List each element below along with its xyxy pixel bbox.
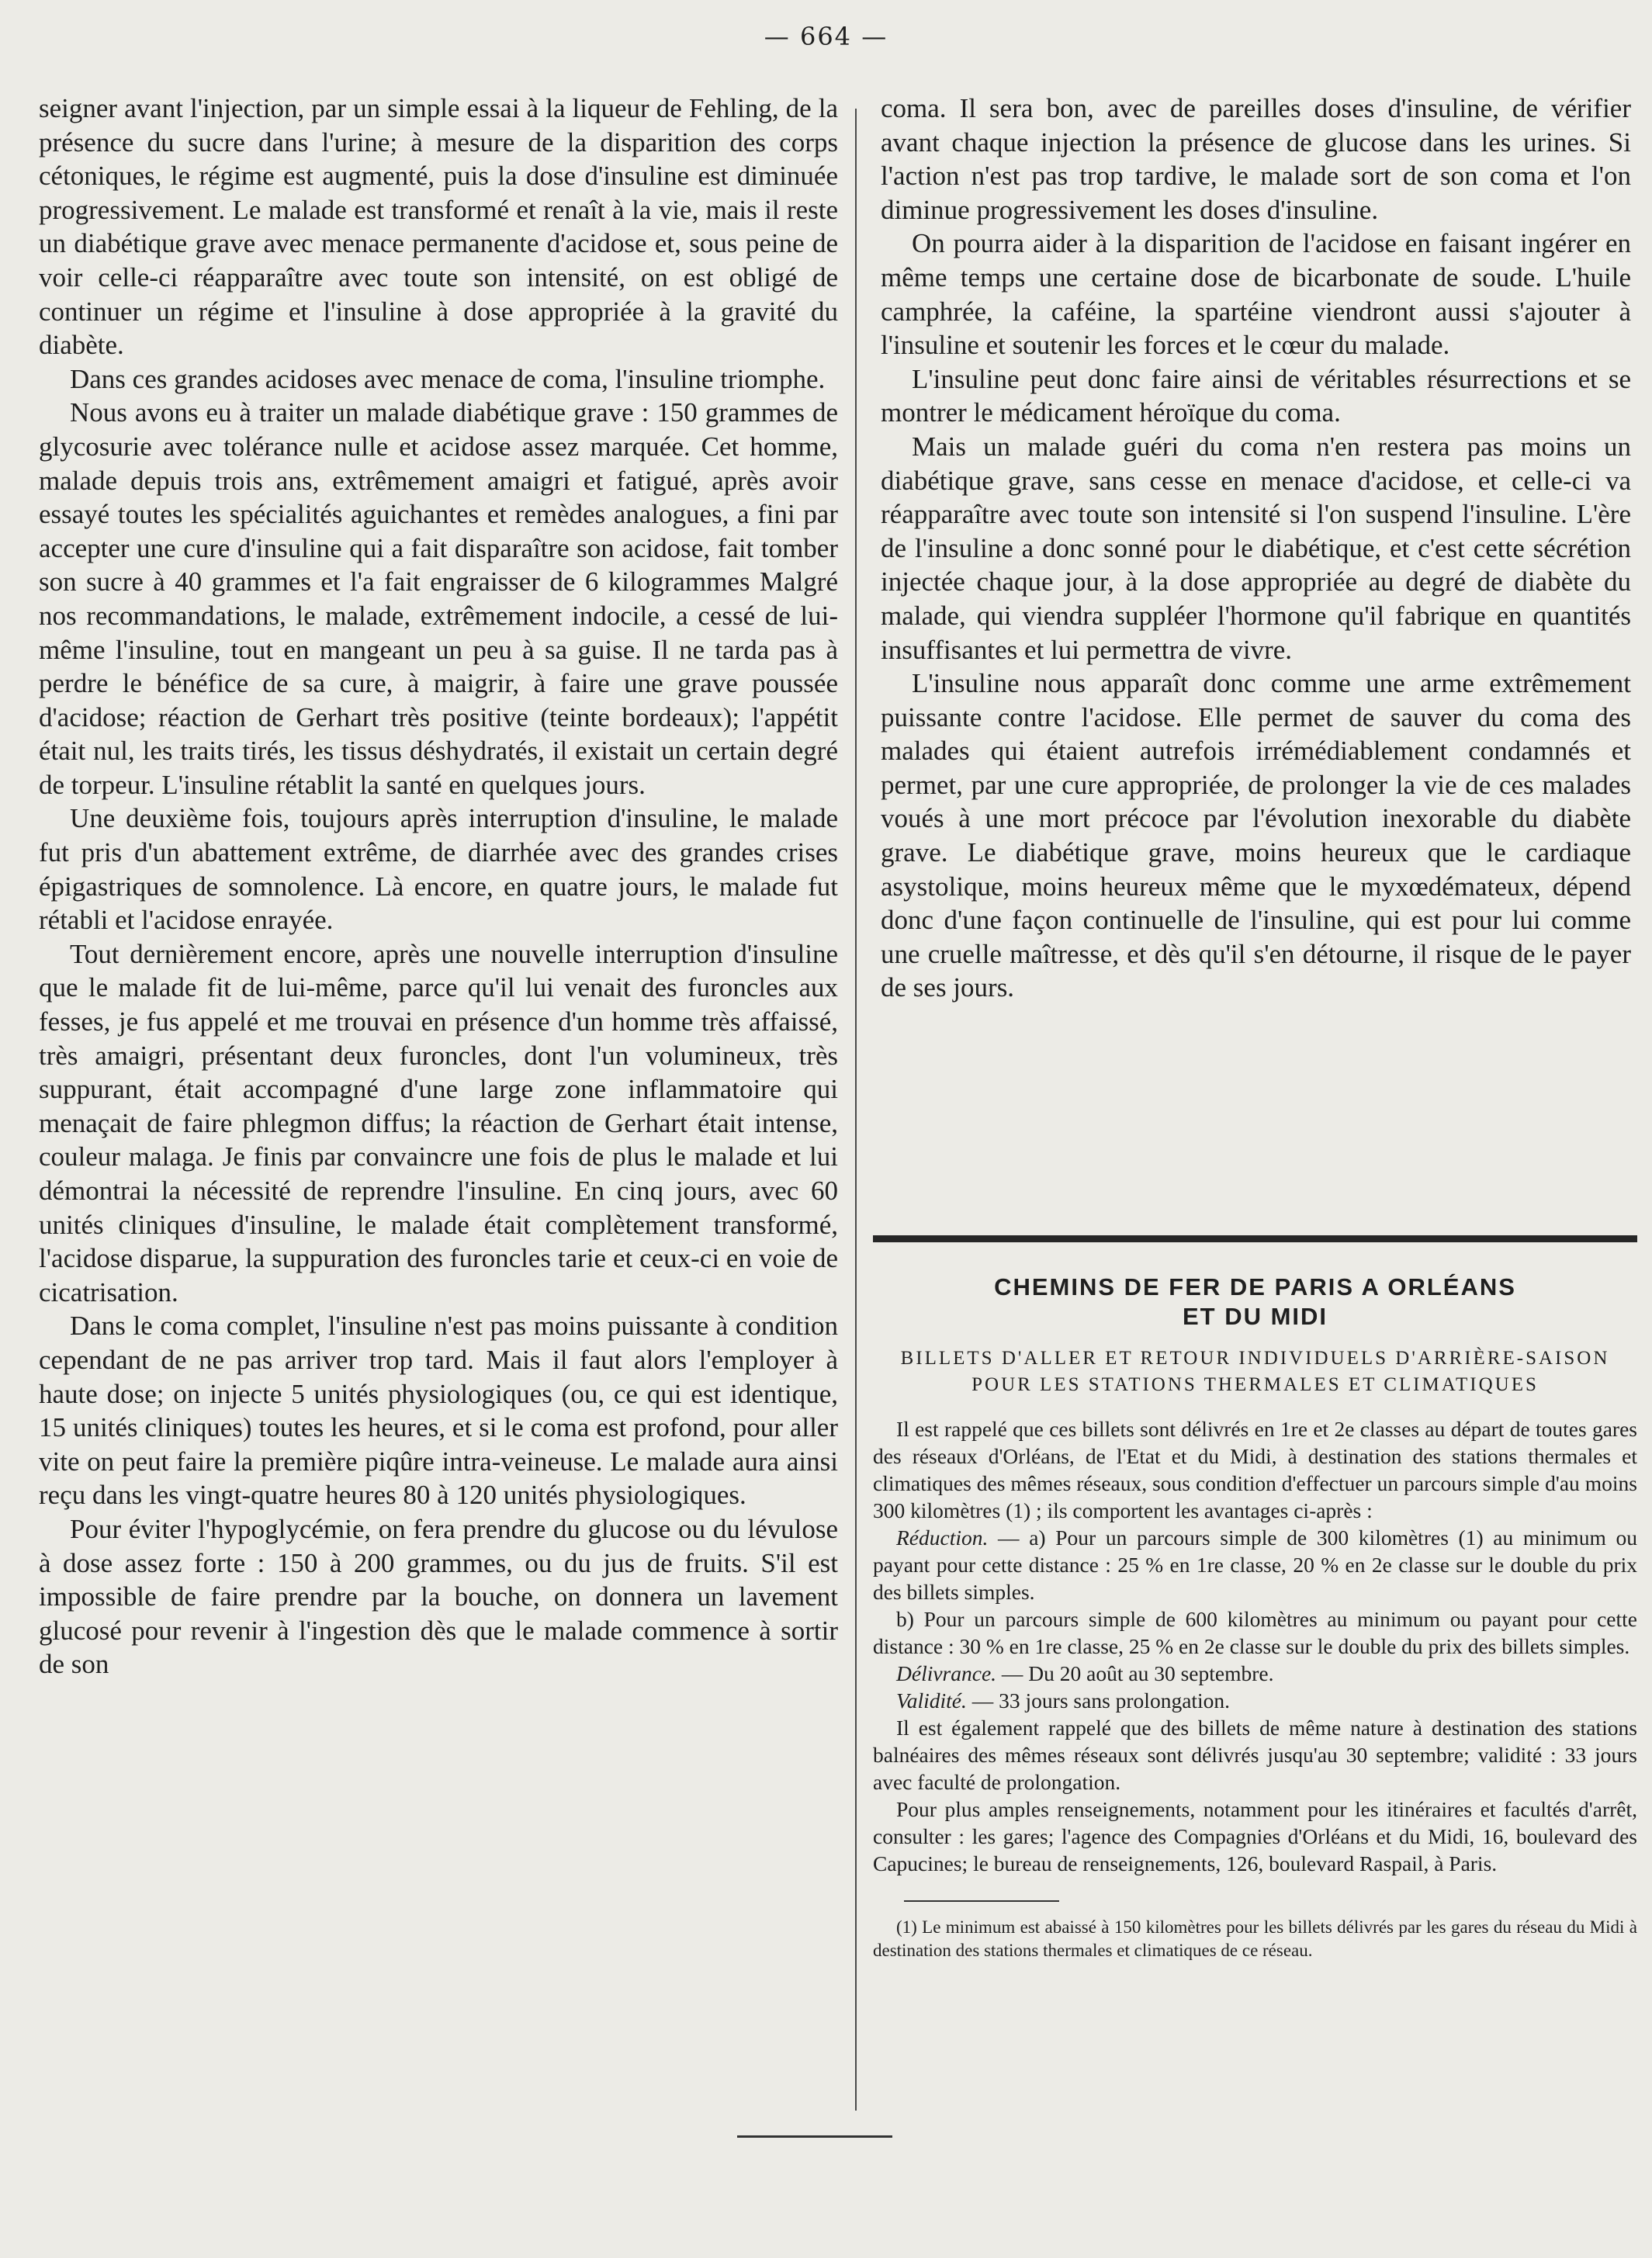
notice-title	[873, 1273, 1637, 1332]
paragraph: Pour éviter l'hypoglycémie, on fera prendre du glucose ou du lévulose à dose assez forte : 150 à 200 grammes, ou du jus de fruits. S'il est impossible de faire prendre par la bouche, on donnera un lavement glucosé pour revenir à l'ingestion dès que le malade commence à sortir de son	[39, 1513, 838, 1680]
section-separator	[873, 1235, 1637, 1242]
footnote-rule	[904, 1900, 1059, 1902]
paragraph: Dans ces grandes acidoses avec menace de coma, l'insuline triomphe.	[70, 363, 826, 394]
delivrance-text: — Du 20 août au 30 septembre.	[996, 1661, 1274, 1685]
notice-reduction-a	[873, 1524, 1637, 1605]
reduction-a-text: — a) Pour un parcours simple de 300 kilomètres (1) au minimum ou payant pour cette distance : 25 % en 1re classe, 20 % en 2e classe sur le double du prix des billets simples.	[873, 1526, 1637, 1604]
notice-title-line: CHEMINS DE FER DE PARIS A ORLÉANS	[994, 1273, 1516, 1300]
left-column	[39, 92, 838, 1681]
notice-paragraph: Pour plus amples renseignements, notamment pour les itinéraires et facultés d'arrêt, consulter : les gares; l'agence des Compagnies d'Orléans et du Midi, 16, boulevard des Capucines; le bureau de renseignements, 126, boulevard Raspail, à Paris.	[873, 1797, 1637, 1875]
paragraph: Tout dernièrement encore, après une nouvelle interruption d'insuline que le malade fit de lui-même, parce qu'il lui venait des furoncles aux fesses, je fus appelé et me trouvai en présence d'un homme très affaissé, très amaigri, présentant deux furoncles, dont l'un volumineux, très suppurant, était accompagné d'une large zone inflammatoire qui menaçait de faire phlegmon diffus; la réaction de Gerhart était intense, couleur malaga. Je finis par convaincre une fois de plus le malade et lui démontrai la nécessité de reprendre l'insuline. En cinq jours, avec 60 unités cliniques d'insuline, le malade était complètement transformé, l'acidose disparue, la suppuration des furoncles tarie et ceux-ci en voie de cicatrisation.	[39, 938, 838, 1307]
paragraph: L'insuline nous apparaît donc comme une arme extrêmement puissante contre l'acidose. Elle permet de sauver du coma des malades qui étaient autrefois irrémédiablement condamnés et permet, par une cure appropriée, de prolonger la vie de ces malades voués à une mort précoce par l'évolution inexorable du diabète grave. Le diabétique grave, moins heureux que le cardiaque asystolique, moins heureux même que le myxœdémateux, dépend donc d'une façon continuelle de l'insuline, qui est pour lui comme une cruelle maîtresse, et dès qu'il s'en détourne, il risque de le payer de ses jours.	[881, 668, 1631, 1003]
validite-label: Validité.	[896, 1688, 967, 1713]
paragraph: Mais un malade guéri du coma n'en restera pas moins un diabétique grave, sans cesse en menace d'acidose, et celle-ci va réapparaître avec toute son intensité si l'on suspend l'insuline. L'ère de l'insuline a donc sonné pour le diabétique, et c'est cette sécrétion injectée chaque jour, à la dose appropriée au degré de diabète du malade, qui viendra suppléer l'hormone qu'il fabrique en quantités insuffisantes et lui permettra de vivre.	[881, 431, 1631, 665]
paragraph: Dans le coma complet, l'insuline n'est pas moins puissante à condition cependant de ne pas arriver trop tard. Mais il faut alors l'employer à haute dose; on injecte 5 unités physiologiques (ou, ce qui est identique, 15 unités cliniques) toutes les heures, et si le coma est profond, pour aller vite on peut faire la première piqûre intra-veineuse. Le malade aura ainsi reçu dans les vingt-quatre heures 80 à 120 unités physiologiques.	[39, 1311, 838, 1511]
notice-subtitle-line: BILLETS D'ALLER ET RETOUR INDIVIDUELS D'ARRIÈRE-SAISON	[900, 1348, 1610, 1369]
notice-subtitle-line: POUR LES STATIONS THERMALES ET CLIMATIQUES	[971, 1374, 1539, 1395]
notice-paragraph: Il est également rappelé que des billets de même nature à destination des stations balnéaires des mêmes réseaux sont délivrés jusqu'au 30 septembre; validité : 33 jours avec faculté de prolongation.	[873, 1716, 1637, 1794]
footnote: (1) Le minimum est abaissé à 150 kilomètres pour les billets délivrés par les gares du réseau du Midi à destination des stations thermales et climatiques de ce réseau.	[873, 1917, 1637, 1960]
validite-text: — 33 jours sans prolongation.	[966, 1688, 1231, 1713]
paragraph: Une deuxième fois, toujours après interruption d'insuline, le malade fut pris d'un abattement extrême, de diarrhée avec des grandes crises épigastriques de somnolence. Là encore, en quatre jours, le malade fut rétabli et l'acidose enrayée.	[39, 803, 838, 936]
paragraph: Nous avons eu à traiter un malade diabétique grave : 150 grammes de glycosurie avec tolérance nulle et acidose assez marquée. Cet homme, malade depuis trois ans, extrêmement amaigri et fatigué, après avoir essayé toutes les spécialités aguichantes et remèdes analogues, a fini par accepter une cure d'insuline qui a fait disparaître son acidose, fait tomber son sucre à 40 grammes et l'a fait engraisser de 6 kilogrammes Malgré nos recommandations, le malade, extrêmement indocile, a cessé de lui-même l'insuline, tout en mangeant un peu à sa guise. Il ne tarda pas à perdre le bénéfice de sa cure, à maigrir, à faire une grave poussée d'acidose; réaction de Gerhart très positive (teinte bordeaux); l'appétit était nul, les traits tirés, les tissus déshydratés, il existait un certain degré de torpeur. L'insuline rétablit la santé en quelques jours.	[39, 397, 838, 800]
notice-validite	[873, 1687, 1637, 1714]
paragraph: L'insuline peut donc faire ainsi de véritables résurrections et se montrer le médicament héroïque du coma.	[881, 363, 1631, 428]
paragraph: On pourra aider à la disparition de l'acidose en faisant ingérer en même temps une certaine dose de bicarbonate de soude. L'huile camphrée, la caféine, la spartéine viendront aussi s'ajouter à l'insuline et soutenir les forces et le cœur du malade.	[881, 228, 1631, 361]
paragraph: coma. Il sera bon, avec de pareilles doses d'insuline, de vérifier avant chaque injection la présence de glucose dans les urines. Si l'action n'est pas trop tardive, le malade sort de son coma et l'on diminue progressivement les doses d'insuline.	[881, 93, 1631, 225]
right-column	[881, 92, 1631, 1005]
delivrance-label: Délivrance.	[896, 1661, 997, 1685]
column-divider	[855, 109, 857, 2111]
notice-delivrance	[873, 1660, 1637, 1687]
paragraph: seigner avant l'injection, par un simple essai à la liqueur de Fehling, de la présence du sucre dans l'urine; à mesure de la disparition des corps cétoniques, le régime est augmenté, puis la dose d'insuline est diminuée progressivement. Le malade est transformé et renaît à la vie, mais il reste un diabétique grave avec menace permanente d'acidose et, sous peine de voir celle-ci réapparaître avec toute son intensité, on est obligé de continuer un régime et l'insuline à dose appropriée à la gravité du diabète.	[39, 93, 838, 361]
page-number: — 664 —	[764, 22, 888, 51]
notice-reduction-b: b) Pour un parcours simple de 600 kilomètres au minimum ou payant pour cette distance : 30 % en 1re classe, 25 % en 2e classe sur le double du prix des billets simples.	[873, 1607, 1637, 1658]
notice-title-line: ET DU MIDI	[1182, 1303, 1328, 1330]
notice-intro: Il est rappelé que ces billets sont délivrés en 1re et 2e classes au départ de toutes gares des réseaux d'Orléans, de l'Etat et du Midi, à destination des stations thermales et climatiques des mêmes réseaux, sous condition d'effectuer un parcours simple d'au moins 300 kilomètres (1) ; ils comportent les avantages ci-après :	[873, 1417, 1637, 1522]
notice-body	[873, 1415, 1637, 1877]
notice-subtitle	[873, 1345, 1637, 1398]
railway-notice	[873, 1273, 1637, 1962]
bottom-rule	[737, 2135, 892, 2138]
reduction-label: Réduction.	[896, 1526, 989, 1550]
